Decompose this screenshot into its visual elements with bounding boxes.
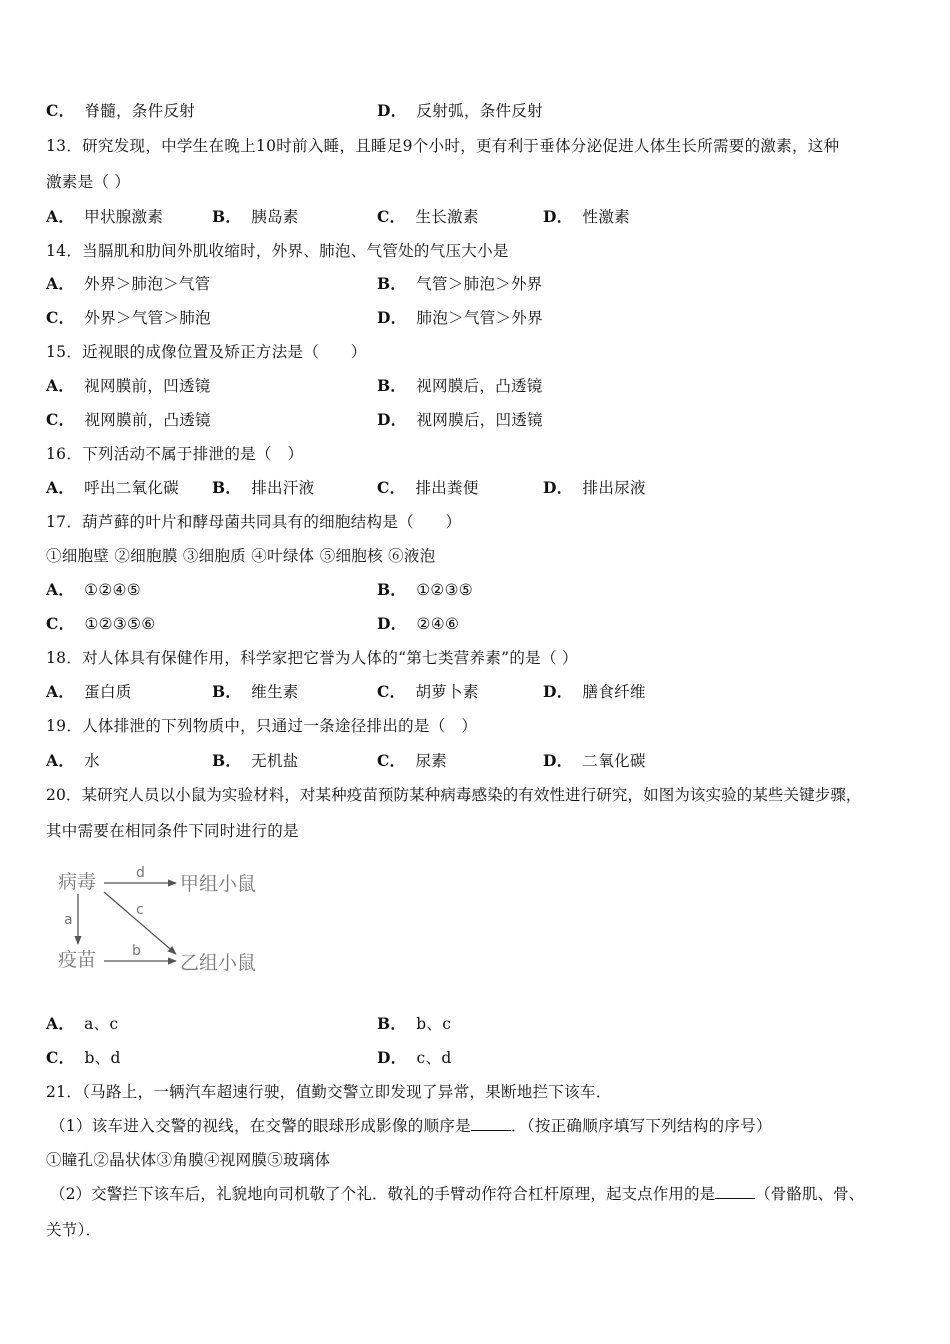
option-label: C． [46,101,75,120]
option-text: ①②④⑤ [84,581,141,599]
option-b[interactable] [377,273,543,295]
option-text: 膳食纤维 [582,683,646,701]
option-text: b、c [416,1015,452,1033]
option-label: A． [46,682,75,701]
option-text: 视网膜后，凸透镜 [416,377,543,395]
option-d[interactable] [377,613,459,635]
question-21-part-1 [50,1115,772,1137]
arrow-a-label: a [64,912,73,928]
option-b[interactable] [377,579,473,601]
option-d[interactable] [377,307,543,329]
option-label: D． [377,101,407,120]
question-21-part-2 [50,1183,864,1205]
question-16-stem: 16．下列活动不属于排泄的是（ ） [46,445,304,463]
option-label: B． [212,478,242,497]
option-label: B． [377,274,407,293]
question-14-stem: 14．当膈肌和肋间外肌收缩时，外界、肺泡、气管处的气压大小是 [46,242,509,260]
experiment-diagram [56,858,276,978]
option-text: 脊髓，条件反射 [84,102,196,120]
option-text: 胰岛素 [251,208,299,226]
option-a[interactable] [46,273,211,295]
option-a[interactable] [46,579,141,601]
option-label: A． [46,376,75,395]
option-c[interactable] [377,750,447,772]
option-c[interactable] [46,307,211,329]
option-c[interactable] [377,477,479,499]
option-text: 视网膜前，凸透镜 [84,411,211,429]
option-text: 水 [84,752,100,770]
question-15-stem: 15．近视眼的成像位置及矫正方法是（ ） [46,343,367,361]
option-a[interactable] [46,1013,118,1035]
option-d[interactable] [543,681,646,703]
option-d[interactable] [543,750,646,772]
part-1-text: （1）该车进入交警的视线，在交警的眼球形成影像的顺序是 [50,1117,471,1135]
option-c[interactable] [46,613,155,635]
option-label: C． [377,682,406,701]
answer-blank[interactable] [715,1184,755,1199]
option-text: 尿素 [415,752,448,770]
option-label: D． [543,751,573,770]
option-d[interactable] [377,1047,452,1069]
option-b[interactable] [212,206,299,228]
option-text: 视网膜前，凹透镜 [84,377,211,395]
option-b[interactable] [377,1013,451,1035]
option-label: A． [46,478,75,497]
option-label: D． [377,614,407,633]
option-text: ①②③⑤⑥ [84,615,156,633]
question-20-stem-cont: 其中需要在相同条件下同时进行的是 [46,822,299,840]
option-a[interactable] [46,681,132,703]
option-text: 无机盐 [251,752,299,770]
option-text: 生长激素 [415,208,479,226]
option-label: A． [46,1014,75,1033]
option-a[interactable] [46,206,163,228]
option-label: A． [46,274,75,293]
option-text: 甲状腺激素 [84,208,164,226]
option-label: B． [212,682,242,701]
option-label: A． [46,580,75,599]
option-label: C． [46,614,75,633]
option-c[interactable] [46,100,195,122]
option-text: a、c [84,1015,119,1033]
option-label: D． [543,682,573,701]
option-label: C． [377,207,406,226]
option-label: D． [377,1048,407,1067]
option-d[interactable] [377,409,543,431]
option-label: C． [46,308,75,327]
question-21-stem: 21．（马路上，一辆汽车超速行驶，值勤交警立即发现了异常，果断地拦下该车． [46,1083,612,1101]
option-label: C． [46,410,75,429]
option-b[interactable] [212,681,299,703]
virus-label: 病毒 [58,871,97,893]
option-label: B． [212,751,242,770]
question-13-stem: 13．研究发现，中学生在晚上10时前入睡，且睡足9个小时，更有利于垂体分泌促进人体生长所需要的激素，这种 [46,137,840,155]
option-text: 气管＞肺泡＞外界 [416,275,543,293]
option-text: 反射弧，条件反射 [416,102,543,120]
question-21-part-2-cont: 关节）． [46,1221,102,1239]
option-b[interactable] [212,477,314,499]
option-label: C． [377,478,406,497]
question-17-items: ①细胞壁 ②细胞膜 ③细胞质 ④叶绿体 ⑤细胞核 ⑥液泡 [46,547,436,565]
option-b[interactable] [212,750,299,772]
option-d[interactable] [543,477,646,499]
question-17-stem: 17．葫芦藓的叶片和酵母菌共同具有的细胞结构是（ ） [46,513,462,531]
option-text: 排出尿液 [582,479,646,497]
option-text: c、d [416,1049,452,1067]
option-text: 性激素 [582,208,630,226]
option-d[interactable] [377,100,543,122]
option-label: D． [543,207,573,226]
part-2-text: （2）交警拦下该车后，礼貌地向司机敬了个礼．敬礼的手臂动作符合杠杆原理，起支点作用的是 [50,1185,716,1203]
option-a[interactable] [46,375,211,397]
question-20-stem: 20．某研究人员以小鼠为实验材料，对某种疫苗预防某种病毒感染的有效性进行研究，如图为该实验的某些关键步骤， [46,786,862,804]
option-text: ①②③⑤ [416,581,473,599]
option-c[interactable] [46,409,211,431]
option-label: B． [377,1014,407,1033]
option-label: D． [377,308,407,327]
option-text: 呼出二氧化碳 [84,479,179,497]
vaccine-label: 疫苗 [58,949,97,971]
option-text: ②④⑥ [416,615,460,633]
option-text: 视网膜后，凹透镜 [416,411,543,429]
arrow-b-label: b [132,943,141,959]
option-c[interactable] [377,681,479,703]
question-19-stem: 19．人体排泄的下列物质中，只通过一条途径排出的是（ ） [46,717,478,735]
option-c[interactable] [377,206,479,228]
option-label: B． [377,580,407,599]
option-a[interactable] [46,750,100,772]
option-c[interactable] [46,1047,121,1069]
question-18-stem: 18．对人体具有保健作用，科学家把它誉为人体的“第七类营养素”的是（ ） [46,649,578,667]
group-b-label: 乙组小鼠 [180,952,257,974]
option-text: 二氧化碳 [582,752,646,770]
option-text: 排出粪便 [415,479,479,497]
option-text: 外界＞肺泡＞气管 [84,275,211,293]
option-label: D． [377,410,407,429]
option-label: D． [543,478,573,497]
option-text: 肺泡＞气管＞外界 [416,309,543,327]
option-text: 外界＞气管＞肺泡 [84,309,211,327]
option-label: A． [46,751,75,770]
option-text: 排出汗液 [251,479,315,497]
answer-blank[interactable] [471,1116,511,1131]
option-label: A． [46,207,75,226]
option-d[interactable] [543,206,630,228]
option-label: C． [46,1048,75,1067]
option-text: b、d [84,1049,121,1067]
option-label: B． [212,207,242,226]
option-label: C． [377,751,406,770]
group-a-label: 甲组小鼠 [180,873,257,895]
part-1-text-after: ．（按正确顺序填写下列结构的序号） [510,1117,772,1135]
arrow-d-label: d [136,865,145,881]
option-a[interactable] [46,477,179,499]
question-21-part-1-items: ①瞳孔②晶状体③角膜④视网膜⑤玻璃体 [46,1151,331,1169]
option-text: 蛋白质 [84,683,132,701]
option-b[interactable] [377,375,543,397]
option-label: B． [377,376,407,395]
part-2-text-after: （骨骼肌、骨、 [755,1185,865,1203]
option-text: 胡萝卜素 [415,683,479,701]
option-text: 维生素 [251,683,299,701]
question-13-stem-cont: 激素是（ ） [46,173,131,191]
arrow-c-label: c [136,902,144,918]
